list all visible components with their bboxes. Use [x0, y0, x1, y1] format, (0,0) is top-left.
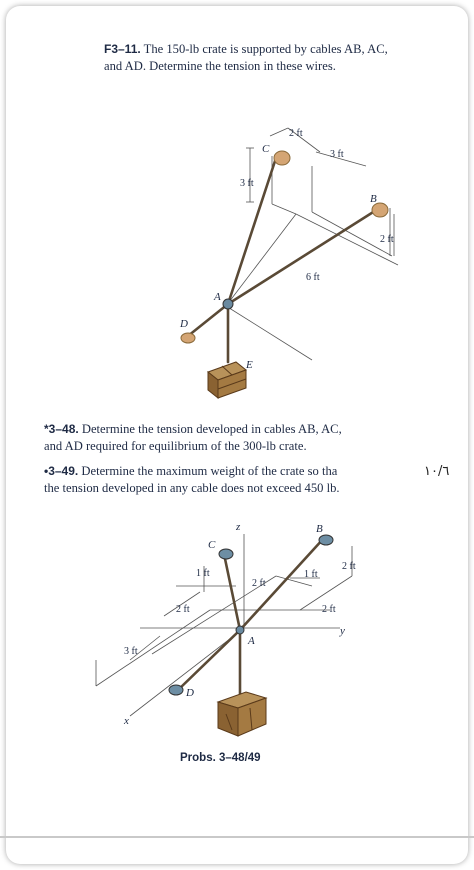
label-a: A	[214, 291, 221, 303]
support-b	[319, 535, 333, 545]
problem-3-49-line2: the tension developed in any cable does not exceed 450 lb.	[44, 481, 340, 495]
axis-y-label: y	[340, 625, 345, 637]
problem-number: *3–48.	[44, 422, 79, 436]
problem-f3-11-line2: and AD. Determine the tension in these wires.	[104, 59, 336, 73]
label-e: E	[246, 359, 253, 371]
problem-text: Determine the tension developed in cables AB, AC,	[81, 422, 342, 436]
problem-3-48-line2: and AD required for equilibrium of the 300-lb crate.	[44, 439, 307, 453]
dim-3ft: 3 ft	[124, 646, 138, 657]
problem-number: •3–49.	[44, 464, 79, 478]
problem-number: F3–11.	[104, 42, 141, 56]
dim-1ft-right: 1 ft	[304, 569, 318, 580]
dim-1ft-left: 1 ft	[196, 568, 210, 579]
dim-2ft-right: 2 ft	[380, 234, 394, 245]
axis-x-label: x	[124, 715, 129, 727]
support-d	[169, 685, 183, 695]
label-d: D	[180, 318, 188, 330]
dim-2ft-rightlow: 2 ft	[322, 604, 336, 615]
label-c: C	[262, 143, 270, 155]
figure-caption: Probs. 3–48/49	[180, 752, 261, 764]
problem-text: The 150-lb crate is supported by cables AB, AC,	[143, 42, 388, 56]
label-c: C	[208, 539, 216, 551]
label-b: B	[370, 193, 377, 205]
support-c	[219, 549, 233, 559]
dim-2ft-mid: 2 ft	[252, 578, 266, 589]
ring-a	[236, 626, 244, 634]
problem-text: Determine the maximum weight of the crate so tha	[81, 464, 338, 478]
label-d: D	[186, 687, 194, 699]
bottom-divider	[0, 836, 474, 838]
crate-icon	[218, 692, 266, 736]
dim-6ft: 6 ft	[306, 272, 320, 283]
dim-3ft-top: 3 ft	[330, 149, 344, 160]
axis-z-label: z	[236, 521, 241, 533]
dim-2ft-rightv: 2 ft	[342, 561, 356, 572]
dim-2ft-top: 2 ft	[289, 128, 303, 139]
dim-3ft-left: 3 ft	[240, 178, 254, 189]
label-b: B	[316, 523, 323, 535]
label-a: A	[248, 635, 255, 647]
dim-2ft-left: 2 ft	[176, 604, 190, 615]
handwritten-note: ١٠/٦	[424, 464, 450, 479]
